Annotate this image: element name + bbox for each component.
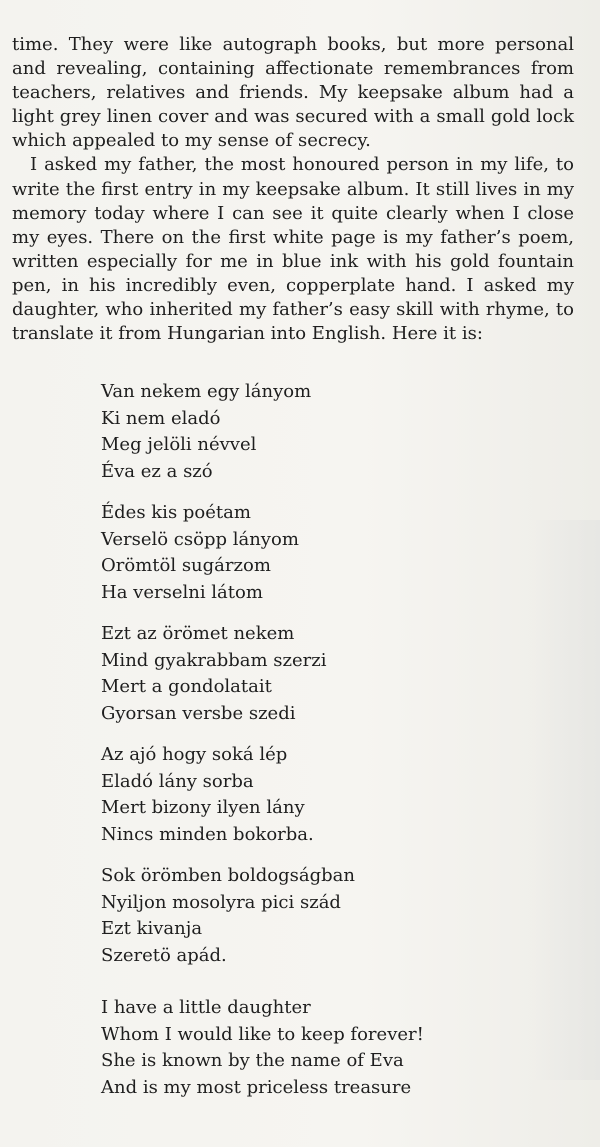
poem-line: Ezt kivanja <box>101 918 203 939</box>
poem-line: Ezt az örömet nekem <box>101 623 295 644</box>
poem-line: Mert a gondolatait <box>101 676 272 697</box>
poem-stanza-1 <box>101 379 521 485</box>
poem-line: Az ajó hogy soká lép <box>101 744 288 765</box>
translation-line: She is known by the name of Eva <box>101 1050 404 1071</box>
poem-line: Nincs minden bokorba. <box>101 823 314 845</box>
poem-line: Nyiljon mosolyra pici szád <box>101 891 341 913</box>
poem-line: Mind gyakrabbam szerzi <box>101 649 327 671</box>
poem-line: Ha verselni látom <box>101 581 263 603</box>
paragraph-1: time. They were like autograph books, but more personal and revealing, containing affectionate remembrances from teachers, relatives and friends. My keepsake album had a light grey linen cover and was secured with a small gold lock which appealed to my sense of secrecy. <box>12 34 574 152</box>
poem-line: Éva ez a szó <box>101 460 213 482</box>
poem-line: Mert bizony ilyen lány <box>101 797 305 818</box>
poem-line: Orömtöl sugárzom <box>101 555 271 576</box>
paragraph-2: I asked my father, the most honoured person in my life, to write the first entry in my keepsake album. It still lives in my memory today where I can see it quite clearly when I close my eyes. There on the first white page is my father’s poem, written especially for me in blue ink with his gold fountain pen, in his incredibly even, copperplate hand. I asked my daughter, who inherited my father’s easy skill with rhyme, to translate it from Hungarian into English. Here it is: <box>12 154 574 345</box>
poem-stanza-3 <box>101 621 521 727</box>
translation-line: I have a little daughter <box>101 997 311 1018</box>
poem-line: Van nekem egy lányom <box>101 381 312 402</box>
poem-line: Meg jelöli névvel <box>101 434 257 455</box>
poem-line: Gyorsan versbe szedi <box>101 702 296 724</box>
poem-line: Sok örömben boldogságban <box>101 865 355 886</box>
poem-translation <box>101 995 521 1101</box>
poem-stanza-5 <box>101 863 521 969</box>
translation-line: Whom I would like to keep forever! <box>101 1023 424 1045</box>
poem-stanza-2 <box>101 500 521 606</box>
translation-line: And is my most priceless treasure <box>101 1076 412 1098</box>
poem-line: Ki nem eladó <box>101 407 221 429</box>
poem-line: Édes kis poétam <box>101 502 251 523</box>
body-text <box>12 33 574 346</box>
poem-line: Verselö csöpp lányom <box>101 528 299 550</box>
poem-line: Szeretö apád. <box>101 944 227 966</box>
poem-line: Eladó lány sorba <box>101 770 254 792</box>
poem <box>101 379 521 1116</box>
page-edge-shadow <box>530 520 600 1080</box>
poem-stanza-4 <box>101 742 521 848</box>
